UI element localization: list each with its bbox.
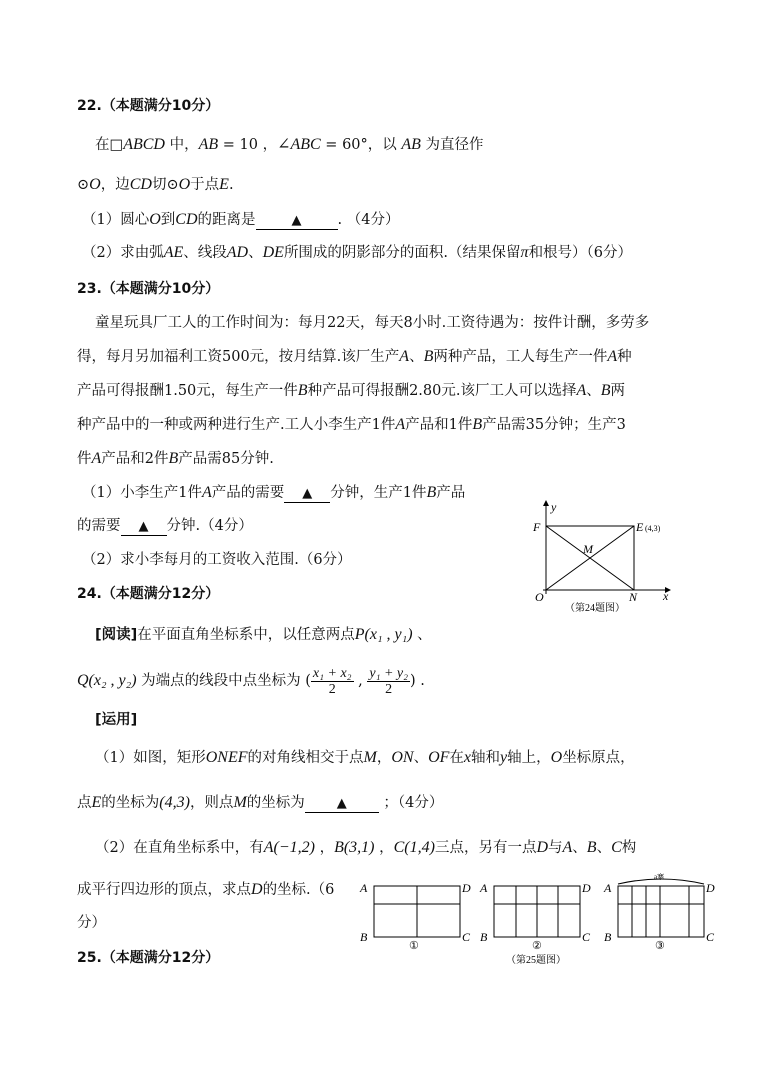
fig25-3-a: A [604,881,612,895]
q23-para4: 种产品中的一种或两种进行生产.工人小李生产1件A产品和1件B产品需35分钟；生产3 [77,416,626,433]
q24-use-heading: [运用] [95,712,138,728]
q22-line1: 在□ABCD 中，AB = 10 ，∠ABC = 60°，以 AB 为直径作 [95,136,484,153]
fraction-x: $\frac{\text{x₁ + x₂}}{2}$ [312,665,352,697]
q23-sub2: （2）求小李每月的工资收入范围.（6分） [82,552,352,568]
fig24-point-f: F [533,520,541,534]
fig24-point-e: E [636,520,644,534]
fig25-3-c: C [706,930,715,944]
figure-25 [356,870,721,970]
fig25-1-number: ① [409,940,419,952]
fig25-caption: （第25题图） [506,955,566,966]
q23-sub1a: （1）小李生产1件A产品的需要 ▲ 分钟，生产1件B产品 [82,484,466,501]
fig24-point-m: M [583,542,593,556]
q24-read-line1: [阅读]在平面直角坐标系中，以任意两点P(x₁ , y₁) 、 [95,626,432,643]
fig25-diagram-2 [479,881,591,952]
fig25-2-number: ② [532,940,542,952]
q24-use-line1: （1）如图，矩形ONEF的对角线相交于点M，ON、OF在x轴和y轴上，O坐标原点， [95,749,635,766]
fig25-2-b: B [480,930,488,944]
fig25-1-c: C [462,930,471,944]
q25-header: 25.（本题满分12分） [77,950,220,966]
fig25-3-b: B [604,930,612,944]
fig25-diagram-3 [603,872,715,952]
fig25-2-a: A [480,881,488,895]
answer-blank[interactable]: ▲ [284,486,330,503]
q23-para1: 童星玩具厂工人的工作时间为：每月22天，每天8小时.工资待遇为：按件计酬，多劳多 [95,315,650,331]
answer-blank[interactable]: ▲ [121,519,167,536]
answer-blank[interactable]: ▲ [256,213,338,230]
fig25-1-d: D [462,881,471,895]
fig25-2-c: C [582,930,591,944]
fraction-y: $\frac{\text{y₁ + y₂}}{2}$ [369,665,408,697]
q22-header: 22.（本题满分10分） [77,98,220,114]
q22-line3: （1）圆心O到CD的距离是 ▲ . （4分） [82,211,400,228]
fig24-caption: （第24题图） [565,603,625,614]
fig25-3-d: D [706,881,715,895]
q23-para2: 得，每月另加福利工资500元，按月结算.该厂生产A、B两种产品，工人每生产一件A种 [77,348,632,365]
fig25-1-b: B [360,930,368,944]
answer-blank[interactable]: ▲ [305,796,379,813]
fig24-x-label: x [663,589,669,603]
q24-use-line3: （2）在直角坐标系中，有A(−1,2) ，B(3,1) ，C(1,4)三点，另有一点D与A、B、C构 [95,839,637,856]
q23-para3: 产品可得报酬1.50元，每生产一件B种产品可得报酬2.80元.该厂工人可以选择A、B两 [77,382,626,399]
q22-line2: ⊙O，边CD切⊙O于点E. [77,176,234,193]
q22-line4: （2）求由弧AE、线段AD、DE所围成的阴影部分的面积.（结果保留π和根号）（6分） [82,244,633,261]
q24-header: 24.（本题满分12分） [77,586,220,602]
fig25-2-d: D [582,881,591,895]
fig24-point-o: O [535,590,544,604]
q24-use-line4: 成平行四边形的顶点，求点D的坐标.（6 [77,881,335,898]
fig25-diagram-1 [359,881,471,952]
figure-24 [525,498,675,616]
fig24-e-coord: (4,3) [645,524,661,533]
q24-use-line5: 分） [77,915,106,931]
q23-header: 23.（本题满分10分） [77,281,220,297]
q23-para5: 件A产品和2件B产品需85分钟. [77,450,274,467]
q24-read-line2: Q(x₂ , y₂) 为端点的线段中点坐标为 ( $\frac{\text{x₁ + x₂}}{2}$ , $\frac{\text{y₁ + y₂}}{2}$ ) . [77,665,425,697]
fig24-y-label: y [551,500,557,514]
fig24-point-n: N [629,590,638,604]
q24-use-line2: 点E的坐标为(4,3)，则点M的坐标为 ▲ ；（4分） [77,794,444,811]
q23-sub1b: 的需要 ▲ 分钟.（4分） [77,518,253,534]
fig25-3-number: ③ [655,940,665,952]
fig25-1-a: A [360,881,368,895]
fig25-3-top-label: a寨 [654,873,665,881]
